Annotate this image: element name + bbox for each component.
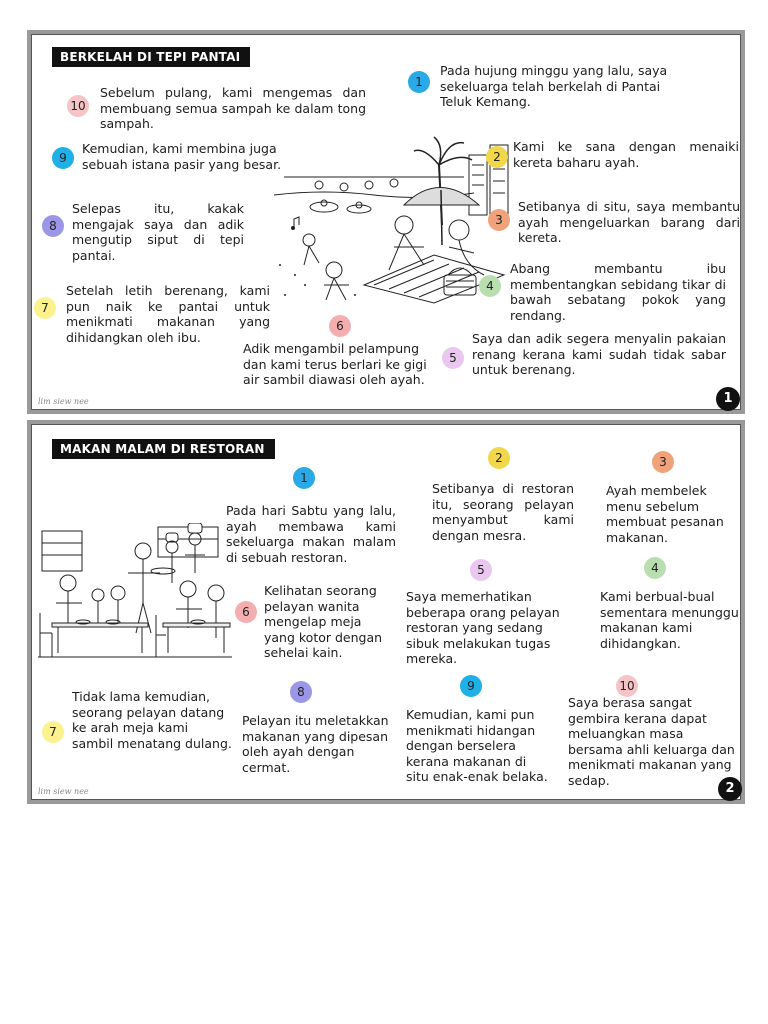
step-10-text: Sebelum pulang, kami mengemas dan membuang semua sampah ke dalam tong sampah.	[100, 85, 366, 131]
step-number-badge: 9	[52, 147, 74, 169]
page-number-badge: 1	[716, 387, 740, 411]
card-1-body	[31, 34, 741, 410]
step-number-badge: 5	[470, 559, 492, 581]
step-number-badge: 6	[235, 601, 257, 623]
step-3-text: Setibanya di situ, saya membantu ayah mengeluarkan barang dari kereta.	[518, 199, 740, 245]
step-number-badge: 4	[479, 275, 501, 297]
step-number-badge: 9	[460, 675, 482, 697]
step-6-text: Adik mengambil pelampung dan kami terus berlari ke gigi air sambil diawasi oleh ayah.	[243, 341, 427, 387]
author-signature: lim siew nee	[38, 397, 89, 406]
step-number-badge: 8	[42, 215, 64, 237]
step-9-text: Kemudian, kami pun menikmati hidangan dengan berselera kerana makanan di situ enak-enak belaka.	[406, 707, 548, 784]
worksheet-card-1	[27, 30, 745, 414]
step-number-badge: 2	[486, 146, 508, 168]
step-1-text: Pada hujung minggu yang lalu, saya sekeluarga telah berkelah di Pantai Teluk Kemang.	[440, 63, 668, 109]
step-4-text: Abang membantu ibu membentangkan sebidang tikar di bawah sebatang pokok yang rendang.	[510, 261, 726, 323]
page-number-badge: 2	[718, 777, 742, 801]
card-2-body	[31, 424, 741, 800]
step-number-badge: 1	[408, 71, 430, 93]
step-number-badge: 7	[34, 297, 56, 319]
author-signature: lim siew nee	[38, 787, 89, 796]
step-5-text: Saya memerhatikan beberapa orang pelayan restoran yang sedang sibuk melakukan tugas mereka.	[406, 589, 560, 666]
restaurant-illustration	[38, 523, 232, 659]
step-number-badge: 10	[616, 675, 638, 697]
step-number-badge: 6	[329, 315, 351, 337]
step-number-badge: 4	[644, 557, 666, 579]
step-number-badge: 5	[442, 347, 464, 369]
step-2-text: Kami ke sana dengan menaiki kereta baharu ayah.	[513, 139, 739, 170]
step-number-badge: 2	[488, 447, 510, 469]
step-6-text: Kelihatan seorang pelayan wanita mengelap meja yang kotor dengan sehelai kain.	[264, 583, 383, 660]
card-2-title: MAKAN MALAM DI RESTORAN	[52, 439, 275, 459]
step-8-text: Pelayan itu meletakkan makanan yang dipesan oleh ayah dengan cermat.	[242, 713, 389, 775]
step-number-badge: 7	[42, 721, 64, 743]
step-7-text: Tidak lama kemudian, seorang pelayan datang ke arah meja kami sambil menatang dulang.	[72, 689, 232, 751]
step-3-text: Ayah membelek menu sebelum membuat pesanan makanan.	[606, 483, 724, 545]
card-1-title: BERKELAH DI TEPI PANTAI	[52, 47, 250, 67]
step-10-text: Saya berasa sangat gembira kerana dapat meluangkan masa bersama ahli keluarga dan menikmati makanan yang sedap.	[568, 695, 735, 788]
step-number-badge: 10	[67, 95, 89, 117]
step-4-text: Kami berbual-bual sementara menunggu makanan kami dihidangkan.	[600, 589, 739, 651]
step-7-text: Setelah letih berenang, kami pun naik ke pantai untuk menikmati makanan yang dihidangkan oleh ibu.	[66, 283, 270, 345]
worksheet-card-2	[27, 420, 745, 804]
step-number-badge: 8	[290, 681, 312, 703]
step-9-text: Kemudian, kami membina juga sebuah istana pasir yang besar.	[82, 141, 282, 172]
step-8-text: Selepas itu, kakak mengajak saya dan adik mengutip siput di tepi pantai.	[72, 201, 244, 263]
step-2-text: Setibanya di restoran itu, seorang pelayan menyambut kami dengan mesra.	[432, 481, 574, 543]
step-5-text: Saya dan adik segera menyalin pakaian renang kerana kami sudah tidak sabar untuk berenang.	[472, 331, 726, 377]
step-number-badge: 3	[488, 209, 510, 231]
step-1-text: Pada hari Sabtu yang lalu, ayah membawa kami sekeluarga makan malam di sebuah restoran.	[226, 503, 396, 565]
step-number-badge: 3	[652, 451, 674, 473]
step-number-badge: 1	[293, 467, 315, 489]
